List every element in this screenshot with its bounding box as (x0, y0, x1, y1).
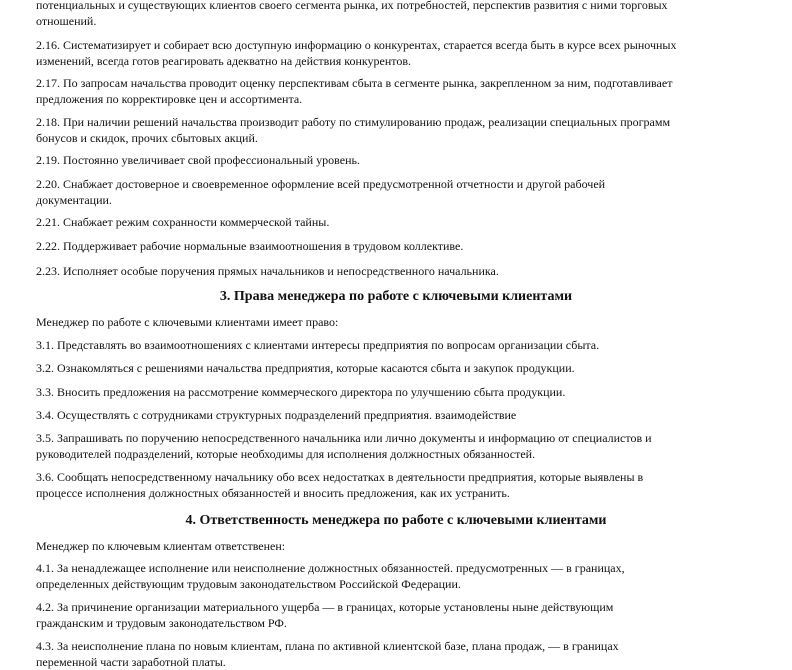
paragraph-2-20: 2.20. Снабжает достоверное и своевременное оформление всей предусмотренной отчетности и другой рабочей документации. (36, 177, 606, 207)
paragraph-2-18: 2.18. При наличии решений начальства производит работу по стимулированию продаж, реализации специальных программ бонусов и скидок, прочих сбытовых акций. (36, 115, 671, 145)
section-heading-4: 4. Ответственность менеджера по работе с ключевыми клиентами (185, 513, 607, 528)
paragraph-2-17: 2.17. По запросам начальства проводит оценку перспективам сбыта в сегменте рынка, закрепленном за ним, подготавливает предложения по корректировке цен и ассортимента. (36, 76, 673, 106)
paragraph-3-4: 3.4. Осуществлять с сотрудниками структурных подразделений предприятия. взаимодействие (36, 408, 517, 422)
paragraph-2-23: 2.23. Исполняет особые поручения прямых начальников и непосредственного начальника. (36, 264, 499, 278)
paragraph-4-2: 4.2. За причинение организации материального ущерба — в границах, которые установлены ныне действующим гражданским и трудовым законодательством РФ. (36, 600, 614, 630)
paragraph-2-21: 2.21. Снабжает режим сохранности коммерческой тайны. (36, 215, 330, 229)
paragraph-4-3: 4.3. За неисполнение плана по новым клиентам, плана по активной клиентской базе, плана продаж, — в границах переменной части заработной платы. (36, 639, 619, 669)
paragraph-3-6: 3.6. Сообщать непосредственному начальнику обо всех недостатках в деятельности предприятия, которые выявлены в процессе исполнения должностных обязанностей и вносить предложения, как их устранить. (36, 470, 644, 500)
paragraph-2-22: 2.22. Поддерживает рабочие нормальные взаимоотношения в трудовом коллективе. (36, 239, 464, 253)
paragraph-2-16: 2.16. Систематизирует и собирает всю доступную информацию о конкурентах, старается всегда быть в курсе всех рыночных изменений, всегда готов реагировать адекватно на действия конкурентов. (36, 38, 677, 68)
paragraph-2-19: 2.19. Постоянно увеличивает свой профессиональный уровень. (36, 153, 360, 167)
section-heading-3: 3. Права менеджера по работе с ключевыми клиентами (219, 289, 573, 304)
paragraph-4-1: 4.1. За ненадлежащее исполнение или неисполнение должностных обязанностей. предусмотренных — в границах, определенных действующим трудовым законодательством Российской Федерации. (36, 561, 625, 591)
paragraph-rights-intro: Менеджер по работе с ключевыми клиентами имеет право: (36, 315, 339, 329)
paragraph-intro-continued: потенциальных и существующих клиентов своего сегмента рынка, их потребностей, перспектив развития с ними торговых отношений. (36, 0, 668, 28)
paragraph-responsibility-intro: Менеджер по ключевым клиентам ответственен: (36, 539, 286, 553)
paragraph-3-5: 3.5. Запрашивать по поручению непосредственного начальника или лично документы и информацию от специалистов и руководителей подразделений, которые необходимы для исполнения должностных обязанностей. (36, 431, 652, 461)
paragraph-3-1: 3.1. Представлять во взаимоотношениях с клиентами интересы предприятия по вопросам организации сбыта. (36, 338, 600, 352)
paragraph-3-2: 3.2. Ознакомляться с решениями начальства предприятия, которые касаются сбыта и закупок продукции. (36, 361, 575, 375)
paragraph-3-3: 3.3. Вносить предложения на рассмотрение коммерческого директора по улучшению сбыта продукции. (36, 385, 566, 399)
